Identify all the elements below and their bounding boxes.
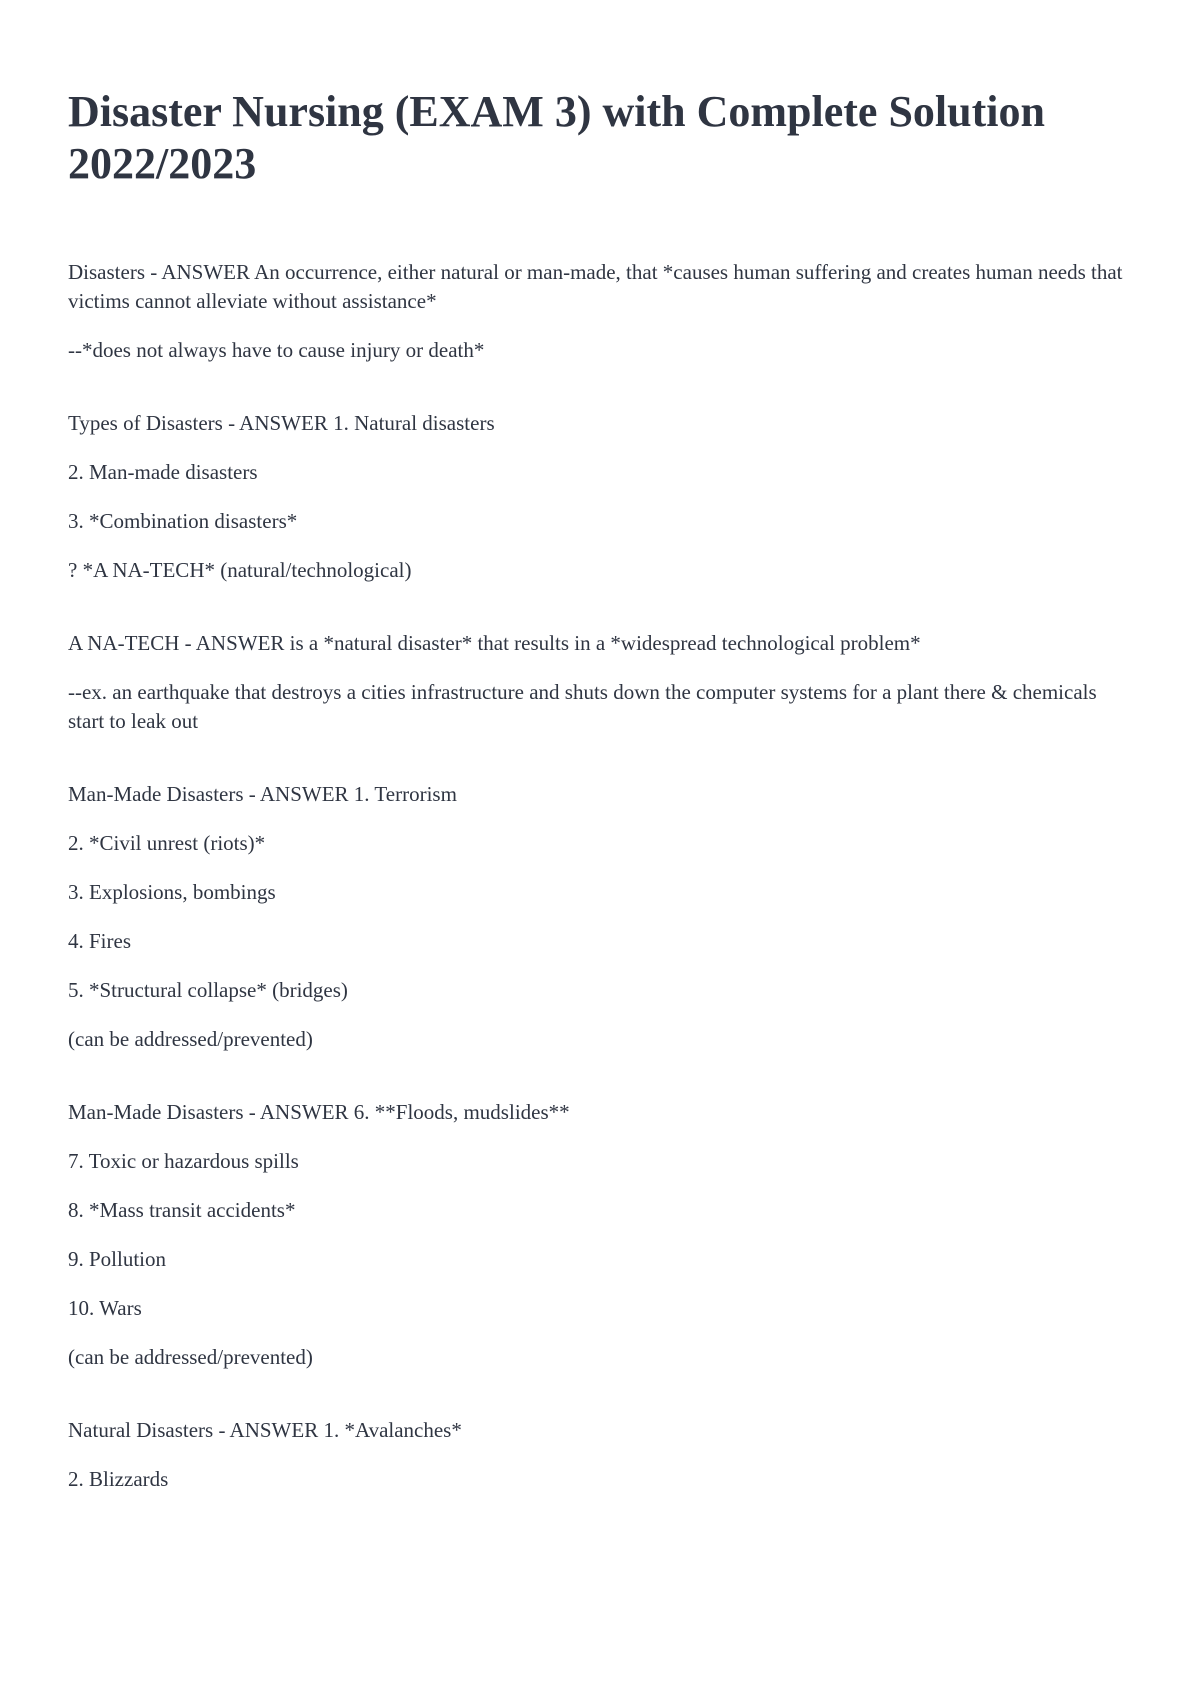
- answer-line: ? *A NA-TECH* (natural/technological): [68, 558, 412, 582]
- answer-line: (can be addressed/prevented): [68, 1027, 313, 1051]
- answer-line: --ex. an earthquake that destroys a cities infrastructure and shuts down the computer systems for a plant there & chemicals start to leak out: [68, 680, 1097, 733]
- qa-entry-na-tech: [68, 629, 1128, 736]
- document-title: Disaster Nursing (EXAM 3) with Complete Solution 2022/2023: [68, 87, 1045, 188]
- answer-line: A NA-TECH - ANSWER is a *natural disaster* that results in a *widespread technological problem*: [68, 631, 921, 655]
- answer-line: Man-Made Disasters - ANSWER 1. Terrorism: [68, 782, 457, 806]
- answer-line: Disasters - ANSWER An occurrence, either natural or man-made, that *causes human suffering and creates human needs that victims cannot alleviate without assistance*: [68, 260, 1123, 313]
- answer-line: 9. Pollution: [68, 1247, 167, 1271]
- answer-line: 5. *Structural collapse* (bridges): [68, 978, 348, 1002]
- answer-line: 4. Fires: [68, 929, 131, 953]
- answer-line: Natural Disasters - ANSWER 1. *Avalanches*: [68, 1418, 462, 1442]
- answer-line: 10. Wars: [68, 1296, 142, 1320]
- answer-line: 3. Explosions, bombings: [68, 880, 276, 904]
- answer-line: (can be addressed/prevented): [68, 1345, 313, 1369]
- answer-line: 2. Blizzards: [68, 1467, 169, 1491]
- qa-entry-man-made-disasters-2: [68, 1098, 1128, 1372]
- qa-entry-man-made-disasters-1: [68, 780, 1128, 1054]
- qa-entry-types-of-disasters: [68, 409, 1128, 585]
- answer-line: 2. *Civil unrest (riots)*: [68, 831, 266, 855]
- answer-line: 3. *Combination disasters*: [68, 509, 298, 533]
- answer-line: 2. Man-made disasters: [68, 460, 258, 484]
- document-body: [68, 258, 1128, 1538]
- answer-line: --*does not always have to cause injury or death*: [68, 338, 485, 362]
- answer-line: Man-Made Disasters - ANSWER 6. **Floods, mudslides**: [68, 1100, 570, 1124]
- answer-line: 7. Toxic or hazardous spills: [68, 1149, 299, 1173]
- qa-entry-natural-disasters: [68, 1416, 1128, 1494]
- answer-line: Types of Disasters - ANSWER 1. Natural disasters: [68, 411, 495, 435]
- answer-line: 8. *Mass transit accidents*: [68, 1198, 296, 1222]
- qa-entry-disasters: [68, 258, 1128, 365]
